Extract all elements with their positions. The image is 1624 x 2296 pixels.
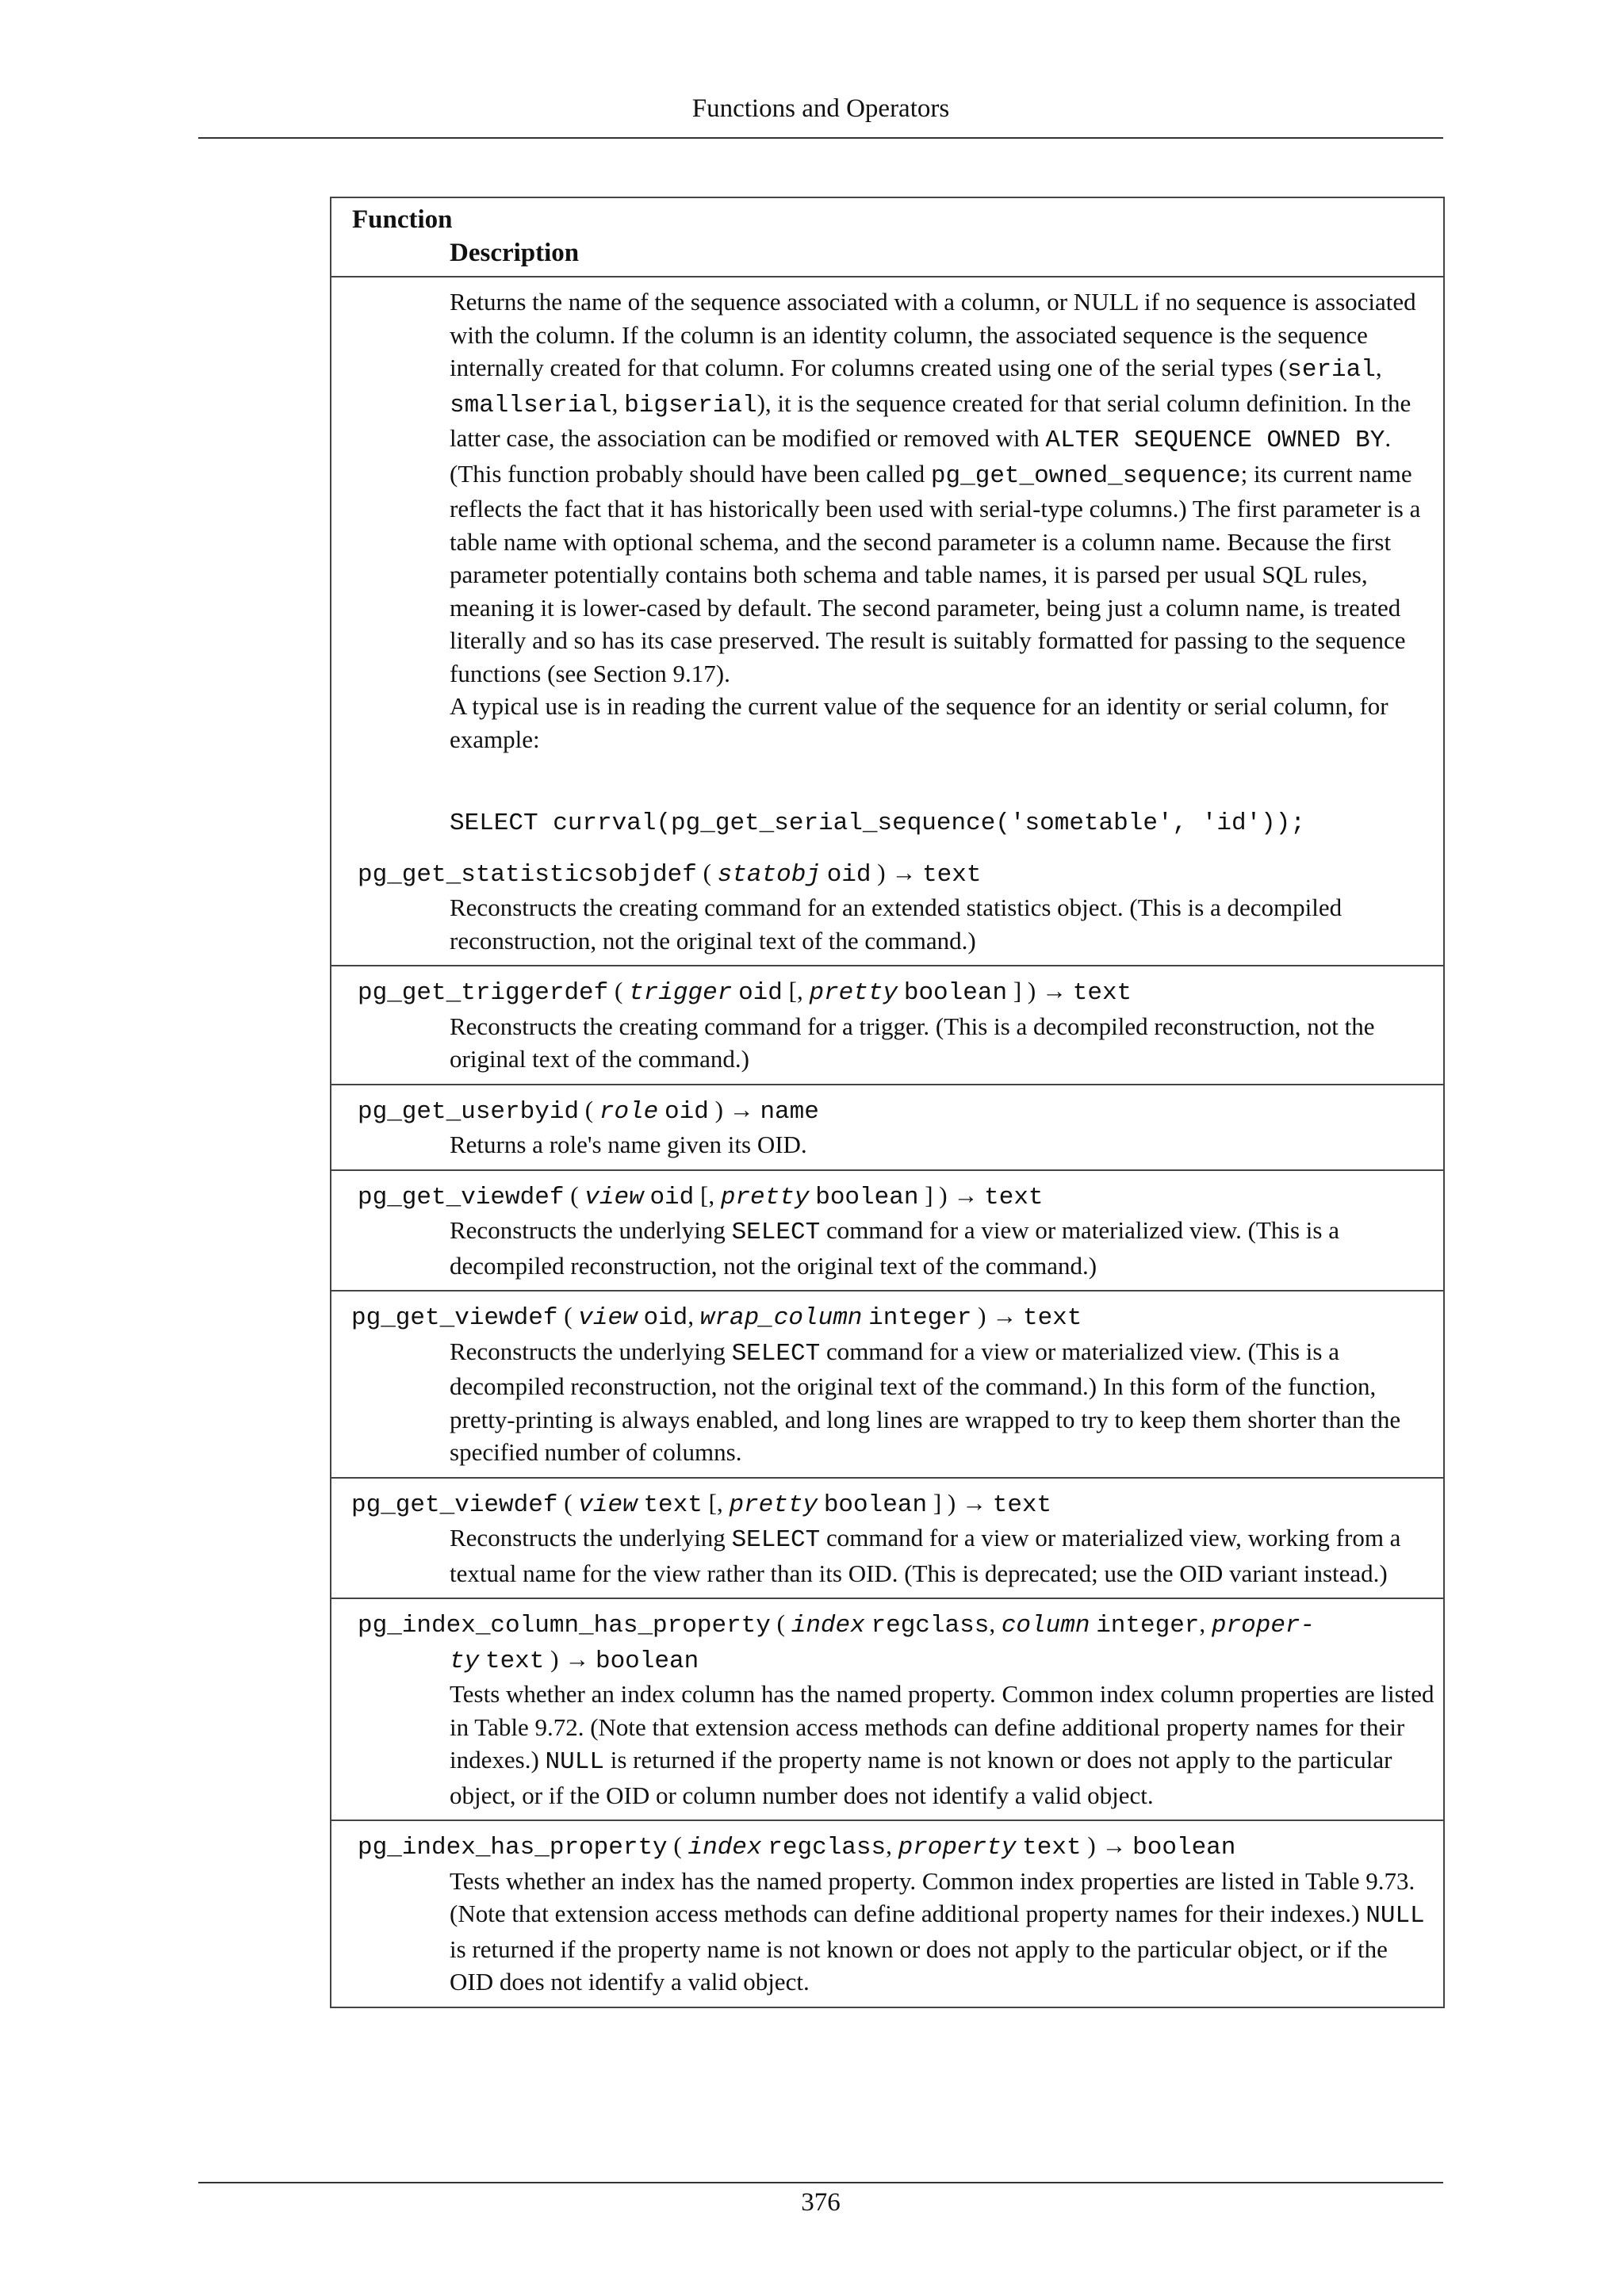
- table-row-pg-get-userbyid: [331, 1084, 1443, 1169]
- text-run: Returns a role's name given its OID.: [450, 1131, 807, 1158]
- code-literal: text: [485, 1647, 545, 1675]
- parameter-name: wrap_column: [699, 1304, 863, 1332]
- parameter-name: view: [584, 1183, 644, 1211]
- code-literal: regclass: [768, 1834, 887, 1862]
- function-description: [331, 891, 1437, 957]
- text-run: (: [557, 1488, 579, 1517]
- code-literal: pg_get_owned_sequence: [930, 461, 1241, 490]
- table-row-pg-index-column-has-property: [331, 1598, 1443, 1820]
- text-run: Reconstructs the creating command for an extended statistics object. (This is a decompiled reconstruction, not the original text of the command.): [450, 894, 1342, 955]
- text-run: ,: [989, 1609, 1002, 1637]
- code-literal: regclass: [871, 1612, 990, 1640]
- parameter-name: view: [578, 1490, 638, 1519]
- code-literal: boolean: [595, 1647, 699, 1675]
- code-literal: pg_index_column_has_property: [358, 1612, 771, 1640]
- code-literal: integer: [1096, 1612, 1200, 1640]
- parameter-name: statobj: [717, 860, 821, 889]
- function-description: [331, 1010, 1437, 1076]
- text-run: is returned if the property name is not known or does not apply to the particular object, or if the OID does not identify a valid object.: [450, 1934, 1388, 1996]
- code-literal: boolean: [903, 979, 1008, 1007]
- signature-continuation: [358, 1643, 1437, 1678]
- code-literal: SELECT: [731, 1526, 821, 1554]
- running-header: Functions and Operators: [691, 94, 950, 123]
- text-run: (: [564, 1181, 585, 1209]
- code-literal: text: [1022, 1304, 1082, 1332]
- text-run: ) →: [708, 1095, 760, 1123]
- function-description: [331, 1678, 1437, 1812]
- text-run: ,: [1375, 354, 1382, 381]
- text-run: [658, 1096, 665, 1123]
- text-run: [818, 1489, 824, 1517]
- text-run: Reconstructs the underlying: [450, 1524, 732, 1552]
- code-literal: NULL: [545, 1748, 604, 1776]
- code-literal: name: [760, 1097, 819, 1126]
- text-run: ), it is the sequence created for that serial column definition. In the latter case, the association can be modified or removed with: [450, 388, 1411, 452]
- text-run: ; its current name reflects the fact that it has historically been used with serial-type columns.) The first parameter is a table name with optional schema, and the second parameter is a column name. Because the first parameter potentially contains both schema and table names, it is parsed per usual SQL rules, meaning it is lower-cased by default. The second parameter, being just a column name, is treated literally and so has its case preserved. The result is suitably formatted for passing to the sequence functions (see Section 9.17).: [450, 459, 1421, 687]
- text-run: Tests whether an index column has the named property. Common index column properties are listed in Table 9.72. (Note that extension access methods can define additional property names for their indexes.): [450, 1680, 1434, 1774]
- text-run: ] ) →: [918, 1181, 985, 1209]
- parameter-name: column: [1001, 1612, 1090, 1640]
- function-description: [331, 1521, 1437, 1590]
- code-literal: oid: [649, 1183, 695, 1211]
- text-run: [,: [702, 1488, 730, 1517]
- text-run: ,: [611, 388, 625, 417]
- parameter-name: view: [578, 1304, 638, 1332]
- code-literal: oid: [738, 979, 783, 1007]
- code-literal: SELECT: [731, 1339, 821, 1368]
- table-row-pg-get-statisticsobjdef: [331, 848, 1443, 966]
- text-run: ,: [688, 1302, 700, 1330]
- text-run: [821, 859, 827, 886]
- function-column-header: Function: [352, 205, 453, 234]
- code-literal: text: [922, 860, 982, 889]
- text-run: ) →: [1081, 1831, 1133, 1859]
- code-literal: SELECT: [731, 1219, 821, 1246]
- parameter-name: pretty: [729, 1490, 818, 1519]
- text-run: [,: [782, 977, 810, 1004]
- text-run: Reconstructs the underlying: [450, 1216, 732, 1244]
- code-literal: integer: [868, 1304, 972, 1332]
- function-signature: [331, 1829, 1437, 1865]
- code-literal: text: [984, 1183, 1044, 1211]
- text-run: ,: [886, 1831, 898, 1859]
- table-row-pg-get-triggerdef: [331, 965, 1443, 1084]
- code-literal: pg_get_statisticsobjdef: [358, 860, 697, 889]
- text-run: (: [579, 1095, 599, 1123]
- text-run: ] ) →: [1007, 977, 1073, 1004]
- text-run: (: [770, 1609, 791, 1637]
- table-header-row: [331, 198, 1443, 276]
- code-literal: pg_get_userbyid: [358, 1097, 580, 1126]
- serial-sequence-example-intro: A typical use is in reading the current value of the sequence for an identity or serial column, for example:: [450, 692, 1388, 753]
- text-run: command for a view or materialized view, working from a textual name for the view rather than its OID. (This is deprecated; use the OID variant instead.): [450, 1524, 1401, 1587]
- code-literal: pg_get_triggerdef: [358, 979, 609, 1007]
- function-description: [331, 1335, 1437, 1469]
- code-literal: boolean: [815, 1183, 919, 1211]
- text-run: is returned if the property name is not known or does not apply to the particular object, or if the OID or column number does not identify a valid object.: [450, 1746, 1392, 1809]
- table-row-pg-get-viewdef: [331, 1169, 1443, 1291]
- code-literal: NULL: [1365, 1902, 1425, 1930]
- text-run: [1016, 1831, 1022, 1859]
- code-literal: serial: [1287, 356, 1376, 384]
- table-row-pg-get-viewdef: [331, 1477, 1443, 1598]
- code-literal: oid: [665, 1097, 709, 1126]
- parameter-name: pretty: [720, 1183, 810, 1211]
- code-literal: pg_get_viewdef: [358, 1183, 565, 1211]
- code-literal: oid: [826, 860, 871, 889]
- text-run: [732, 977, 738, 1004]
- text-run: (: [696, 858, 718, 886]
- table-row-pg-get-viewdef: [331, 1290, 1443, 1477]
- code-literal: text: [1072, 979, 1132, 1007]
- parameter-name: pretty: [809, 979, 898, 1007]
- text-run: Reconstructs the underlying: [450, 1337, 732, 1365]
- text-run: [,: [694, 1181, 721, 1209]
- table-row-serial-sequence: [331, 276, 1443, 848]
- function-table: [330, 197, 1445, 2008]
- code-literal: text: [643, 1490, 703, 1519]
- parameter-name: ty: [450, 1647, 480, 1675]
- text-run: ) →: [871, 858, 923, 886]
- code-literal: bigserial: [624, 391, 757, 419]
- footer-rule: [198, 2182, 1443, 2183]
- function-signature: [331, 1607, 1437, 1678]
- code-literal: smallserial: [450, 391, 612, 419]
- text-run: (: [667, 1831, 688, 1859]
- function-signature: [331, 1093, 1437, 1129]
- code-literal: text: [992, 1490, 1052, 1519]
- code-literal: text: [1022, 1834, 1082, 1862]
- text-run: [898, 977, 904, 1004]
- description-column-header: Description: [450, 239, 580, 267]
- text-run: [479, 1645, 485, 1673]
- header-rule: [198, 137, 1443, 139]
- code-literal: boolean: [823, 1490, 928, 1519]
- text-run: Returns the name of the sequence associated with a column, or NULL if no sequence is associated with the column. If the column is an identity column, the associated sequence is the sequence internally created for that column. For columns created using one of the serial types (: [450, 288, 1416, 381]
- text-run: ] ) →: [927, 1488, 993, 1517]
- function-signature: [331, 974, 1437, 1010]
- function-description: [331, 1128, 1437, 1161]
- parameter-name: property: [898, 1834, 1017, 1862]
- parameter-name: proper-: [1211, 1612, 1316, 1640]
- parameter-name: role: [599, 1097, 659, 1126]
- text-run: Tests whether an index has the named property. Common index properties are listed in Table 9.73. (Note that extension access methods can define additional property names for their indexes.): [450, 1866, 1415, 1927]
- text-run: (: [557, 1302, 579, 1330]
- text-run: Reconstructs the creating command for a trigger. (This is a decompiled reconstruction, not the original text of the command.): [450, 1012, 1375, 1073]
- text-run: ) →: [544, 1644, 596, 1673]
- code-literal: pg_index_has_property: [358, 1834, 668, 1862]
- code-literal: oid: [643, 1304, 688, 1332]
- serial-sequence-description: [331, 285, 1437, 840]
- text-run: ,: [1199, 1609, 1212, 1637]
- text-run: . (This function probably should have been called: [450, 424, 1392, 488]
- table-row-pg-index-has-property: [331, 1820, 1443, 2007]
- parameter-name: trigger: [629, 979, 733, 1007]
- code-literal: pg_get_viewdef: [351, 1490, 558, 1519]
- function-signature: [331, 856, 1437, 892]
- function-description: [331, 1214, 1437, 1282]
- text-run: (: [608, 977, 630, 1004]
- code-literal: ALTER SEQUENCE OWNED BY: [1045, 427, 1385, 454]
- text-run: command for a view or materialized view. (This is a decompiled reconstruction, not the original text of the command.): [450, 1216, 1339, 1280]
- function-signature: [331, 1179, 1437, 1215]
- code-literal: pg_get_viewdef: [351, 1304, 558, 1332]
- serial-sequence-code-example: SELECT currval(pg_get_serial_sequence('sometable', 'id'));: [450, 809, 1305, 837]
- function-signature: [331, 1299, 1437, 1335]
- text-run: [862, 1302, 868, 1330]
- parameter-name: index: [791, 1612, 865, 1640]
- parameter-name: index: [688, 1834, 762, 1862]
- serial-sequence-paragraph: [450, 285, 1437, 690]
- page-number: 376: [801, 2188, 841, 2217]
- function-description: [331, 1865, 1437, 1999]
- function-signature: [331, 1487, 1437, 1522]
- code-literal: boolean: [1132, 1834, 1236, 1862]
- text-run: command for a view or materialized view. (This is a decompiled reconstruction, not the original text of the command.) In this form of the function, pretty-printing is always enabled, and long lines are wrapped to try to keep them shorter than the specified number of columns.: [450, 1337, 1401, 1466]
- text-run: ) →: [971, 1302, 1023, 1330]
